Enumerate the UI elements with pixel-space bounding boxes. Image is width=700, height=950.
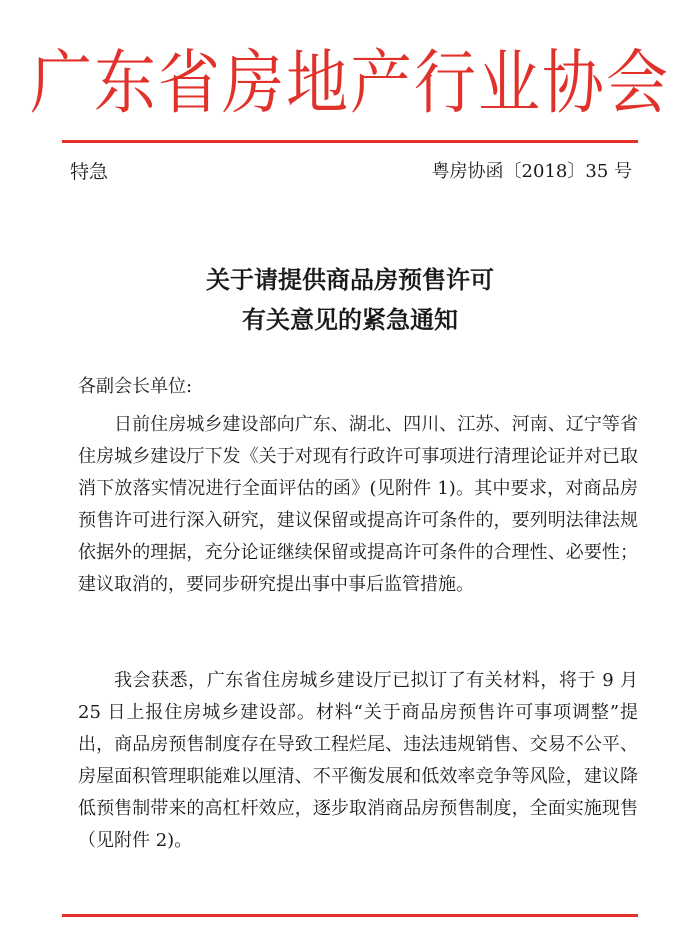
notice-title-line-1: 关于请提供商品房预售许可: [206, 266, 494, 294]
notice-title-line-2: 有关意见的紧急通知: [242, 306, 458, 334]
organization-name-header: 广东省房地产行业协会: [29, 41, 670, 124]
body-paragraph-2: 我会获悉，广东省住房城乡建设厅已拟订了有关材料，将于 9 月 25 日上报住房城乡建设部。材料“关于商品房预售许可事项调整”提出，商品房预售制度存在导致工程烂尾、违法违规销售、交易不公平、房屋面积管理职能难以厘清、不平衡发展和低效率竞争等风险，建议降低预售制带来的高杠杆效应，逐步取消商品房预售制度，全面实施现售（见附件 2)。: [78, 670, 638, 851]
header-divider: [62, 140, 638, 143]
document-number: 粤房协函〔2018〕35 号: [431, 161, 632, 182]
salutation: 各副会长单位:: [78, 376, 193, 397]
footer-divider: [62, 914, 638, 917]
body-paragraph-1: 日前住房城乡建设部向广东、湖北、四川、江苏、河南、辽宁等省住房城乡建设厅下发《关于对现有行政许可事项进行清理论证并对已取消下放落实情况进行全面评估的函》(见附件 1)。其中要求，对商品房预售许可进行深入研究，建议保留或提高许可条件的，要列明法律法规依据外的理据，充分论证继续保留或提高许可条件的合理性、必要性；建议取消的，要同步研究提出事中事后监管措施。: [78, 414, 638, 595]
urgency-label: 特急: [70, 161, 109, 183]
notice-title: [0, 260, 700, 340]
